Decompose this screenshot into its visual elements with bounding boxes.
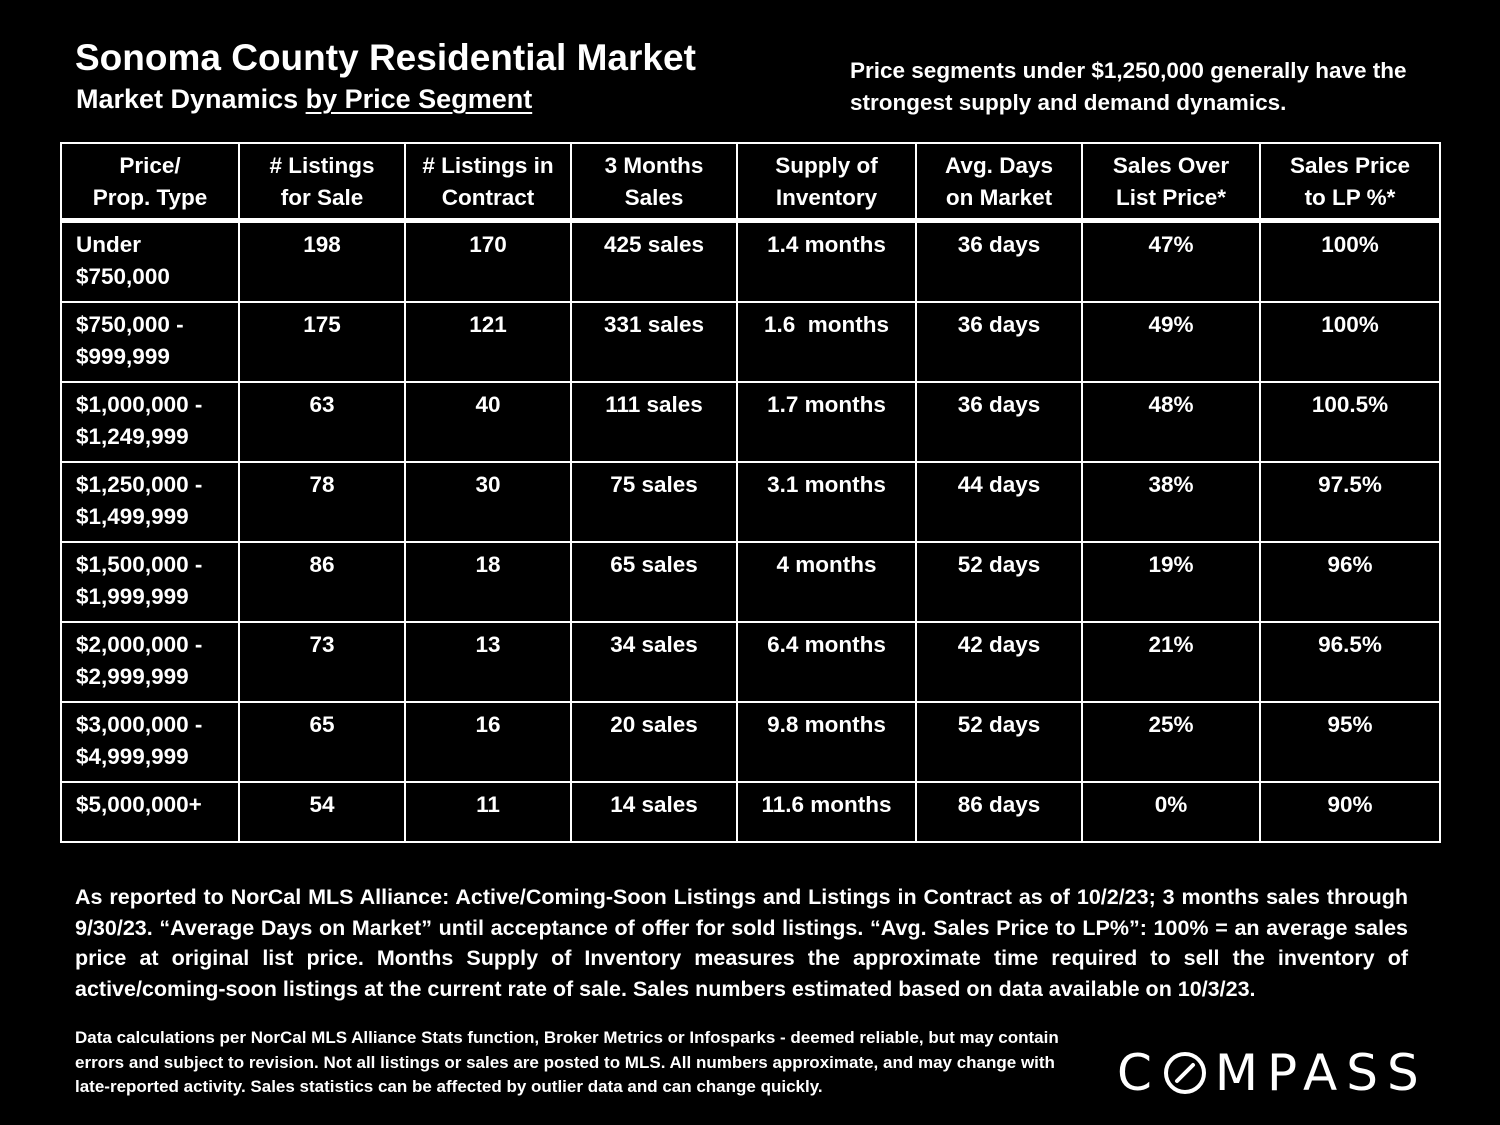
cell-price-segment [61,221,239,303]
cell-avg-days-on-market: 36 days [916,221,1082,303]
price-segment-line: $999,999 [76,344,170,369]
cell-sales-price-to-lp: 96.5% [1260,622,1440,702]
price-segment-line: $3,000,000 - [76,712,203,737]
column-header-line: 3 Months [604,153,704,178]
table-row [61,622,1440,702]
table-header [61,143,1440,221]
cell-price-segment [61,382,239,462]
cell-supply-of-inventory: 3.1 months [737,462,916,542]
cell-supply-of-inventory: 1.7 months [737,382,916,462]
cell-listings-for-sale: 63 [239,382,405,462]
cell-price-segment [61,462,239,542]
column-header [239,143,405,221]
cell-sales-price-to-lp: 95% [1260,702,1440,782]
cell-listings-for-sale: 65 [239,702,405,782]
cell-avg-days-on-market: 36 days [916,302,1082,382]
cell-listings-in-contract: 121 [405,302,571,382]
cell-three-month-sales: 34 sales [571,622,737,702]
cell-sales-over-list: 0% [1082,782,1260,842]
cell-avg-days-on-market: 86 days [916,782,1082,842]
column-header-line: to LP %* [1304,185,1396,210]
column-header [571,143,737,221]
column-header-line: # Listings [269,153,375,178]
cell-three-month-sales: 75 sales [571,462,737,542]
column-header-line: on Market [945,185,1053,210]
cell-supply-of-inventory: 4 months [737,542,916,622]
price-segment-line: $2,999,999 [76,664,189,689]
cell-supply-of-inventory: 11.6 months [737,782,916,842]
table-row [61,382,1440,462]
column-header-line: Prop. Type [92,185,208,210]
cell-listings-for-sale: 73 [239,622,405,702]
cell-sales-price-to-lp: 100% [1260,302,1440,382]
cell-sales-over-list: 25% [1082,702,1260,782]
column-header-line: Supply of [775,153,878,178]
logo-letters: MPASS [1214,1044,1428,1102]
table-body [61,221,1440,843]
price-segment-line: $750,000 [76,264,170,289]
price-segment-line: $1,250,000 - [76,472,203,497]
market-dynamics-table [60,142,1441,843]
cell-avg-days-on-market: 52 days [916,702,1082,782]
cell-sales-price-to-lp: 100.5% [1260,382,1440,462]
cell-listings-for-sale: 78 [239,462,405,542]
column-header-line: Sales Over [1112,153,1230,178]
price-segment-line: $2,000,000 - [76,632,203,657]
cell-avg-days-on-market: 36 days [916,382,1082,462]
cell-sales-over-list: 38% [1082,462,1260,542]
cell-price-segment [61,622,239,702]
column-header [916,143,1082,221]
cell-sales-over-list: 49% [1082,302,1260,382]
cell-listings-in-contract: 11 [405,782,571,842]
cell-price-segment [61,302,239,382]
column-header-line: Price/ [119,153,181,178]
cell-sales-over-list: 21% [1082,622,1260,702]
table-row [61,782,1440,842]
table-row [61,302,1440,382]
methodology-notes: As reported to NorCal MLS Alliance: Active/Coming-Soon Listings and Listings in Contract as of 10/2/23; 3 months sales through 9/30/23. “Average Days on Market” until acceptance of offer for sold listings. “Avg. Sales Price to LP%”: 100% = an average sales price at original list price. Months Supply of Inventory measures the approximate time required to sell the inventory of active/coming-soon listings at the current rate of sale. Sales numbers estimated based on data available on 10/3/23. [75,885,1408,1001]
table-header-row [61,143,1440,221]
column-header [1082,143,1260,221]
price-segment-line: $1,000,000 - [76,392,203,417]
cell-price-segment [61,542,239,622]
cell-three-month-sales: 331 sales [571,302,737,382]
column-header [61,143,239,221]
cell-listings-in-contract: 30 [405,462,571,542]
subtitle-underlined: by Price Segment [305,84,533,114]
cell-supply-of-inventory: 6.4 months [737,622,916,702]
column-header [737,143,916,221]
data-disclaimer: Data calculations per NorCal MLS Alliance Stats function, Broker Metrics or Infosparks - deemed reliable, but may contain errors and subject to revision. Not all listings or sales are posted to MLS. All numbers approximate, and may change with late-reported activity. Sales statistics can be affected by outlier data and can change quickly. [75,1028,1059,1096]
cell-sales-price-to-lp: 96% [1260,542,1440,622]
compass-logo [1117,1043,1428,1103]
price-segment-line: $1,500,000 - [76,552,203,577]
table-row [61,542,1440,622]
cell-price-segment [61,782,239,842]
price-segment-line: $5,000,000+ [76,792,202,817]
column-header-line: for Sale [280,185,364,210]
cell-sales-price-to-lp: 90% [1260,782,1440,842]
cell-avg-days-on-market: 42 days [916,622,1082,702]
table-row [61,702,1440,782]
cell-three-month-sales: 14 sales [571,782,737,842]
column-header-line: Inventory [775,185,878,210]
compass-o-icon [1163,1051,1207,1095]
cell-listings-in-contract: 18 [405,542,571,622]
column-header-line: Sales Price [1289,153,1411,178]
cell-supply-of-inventory: 9.8 months [737,702,916,782]
price-segment-line: Under [76,232,142,257]
table-row [61,221,1440,303]
column-header [1260,143,1440,221]
cell-three-month-sales: 20 sales [571,702,737,782]
cell-sales-price-to-lp: 100% [1260,221,1440,303]
cell-three-month-sales: 65 sales [571,542,737,622]
cell-listings-for-sale: 54 [239,782,405,842]
column-header [405,143,571,221]
cell-sales-over-list: 19% [1082,542,1260,622]
column-header-line: Sales [624,185,684,210]
cell-price-segment [61,702,239,782]
cell-avg-days-on-market: 52 days [916,542,1082,622]
page-title: Sonoma County Residential Market [75,37,696,78]
price-segment-line: $1,999,999 [76,584,189,609]
cell-listings-for-sale: 86 [239,542,405,622]
headline-note: Price segments under $1,250,000 generally have the strongest supply and demand dynamics. [850,58,1407,115]
cell-avg-days-on-market: 44 days [916,462,1082,542]
column-header-line: Avg. Days [945,153,1053,178]
cell-listings-in-contract: 13 [405,622,571,702]
column-header-line: # Listings in [422,153,554,178]
cell-sales-over-list: 48% [1082,382,1260,462]
page-subtitle [76,82,532,116]
cell-three-month-sales: 111 sales [571,382,737,462]
cell-listings-for-sale: 198 [239,221,405,303]
column-header-line: Contract [441,185,535,210]
cell-listings-in-contract: 16 [405,702,571,782]
cell-listings-in-contract: 170 [405,221,571,303]
cell-sales-over-list: 47% [1082,221,1260,303]
cell-supply-of-inventory: 1.4 months [737,221,916,303]
table-row [61,462,1440,542]
cell-three-month-sales: 425 sales [571,221,737,303]
logo-letter-c: C [1117,1044,1161,1102]
price-segment-line: $1,499,999 [76,504,189,529]
subtitle-prefix: Market Dynamics [76,84,306,114]
cell-listings-in-contract: 40 [405,382,571,462]
cell-sales-price-to-lp: 97.5% [1260,462,1440,542]
column-header-line: List Price* [1115,185,1227,210]
price-segment-line: $750,000 - [76,312,184,337]
price-segment-line: $1,249,999 [76,424,189,449]
price-segment-line: $4,999,999 [76,744,189,769]
cell-supply-of-inventory: 1.6 months [737,302,916,382]
cell-listings-for-sale: 175 [239,302,405,382]
